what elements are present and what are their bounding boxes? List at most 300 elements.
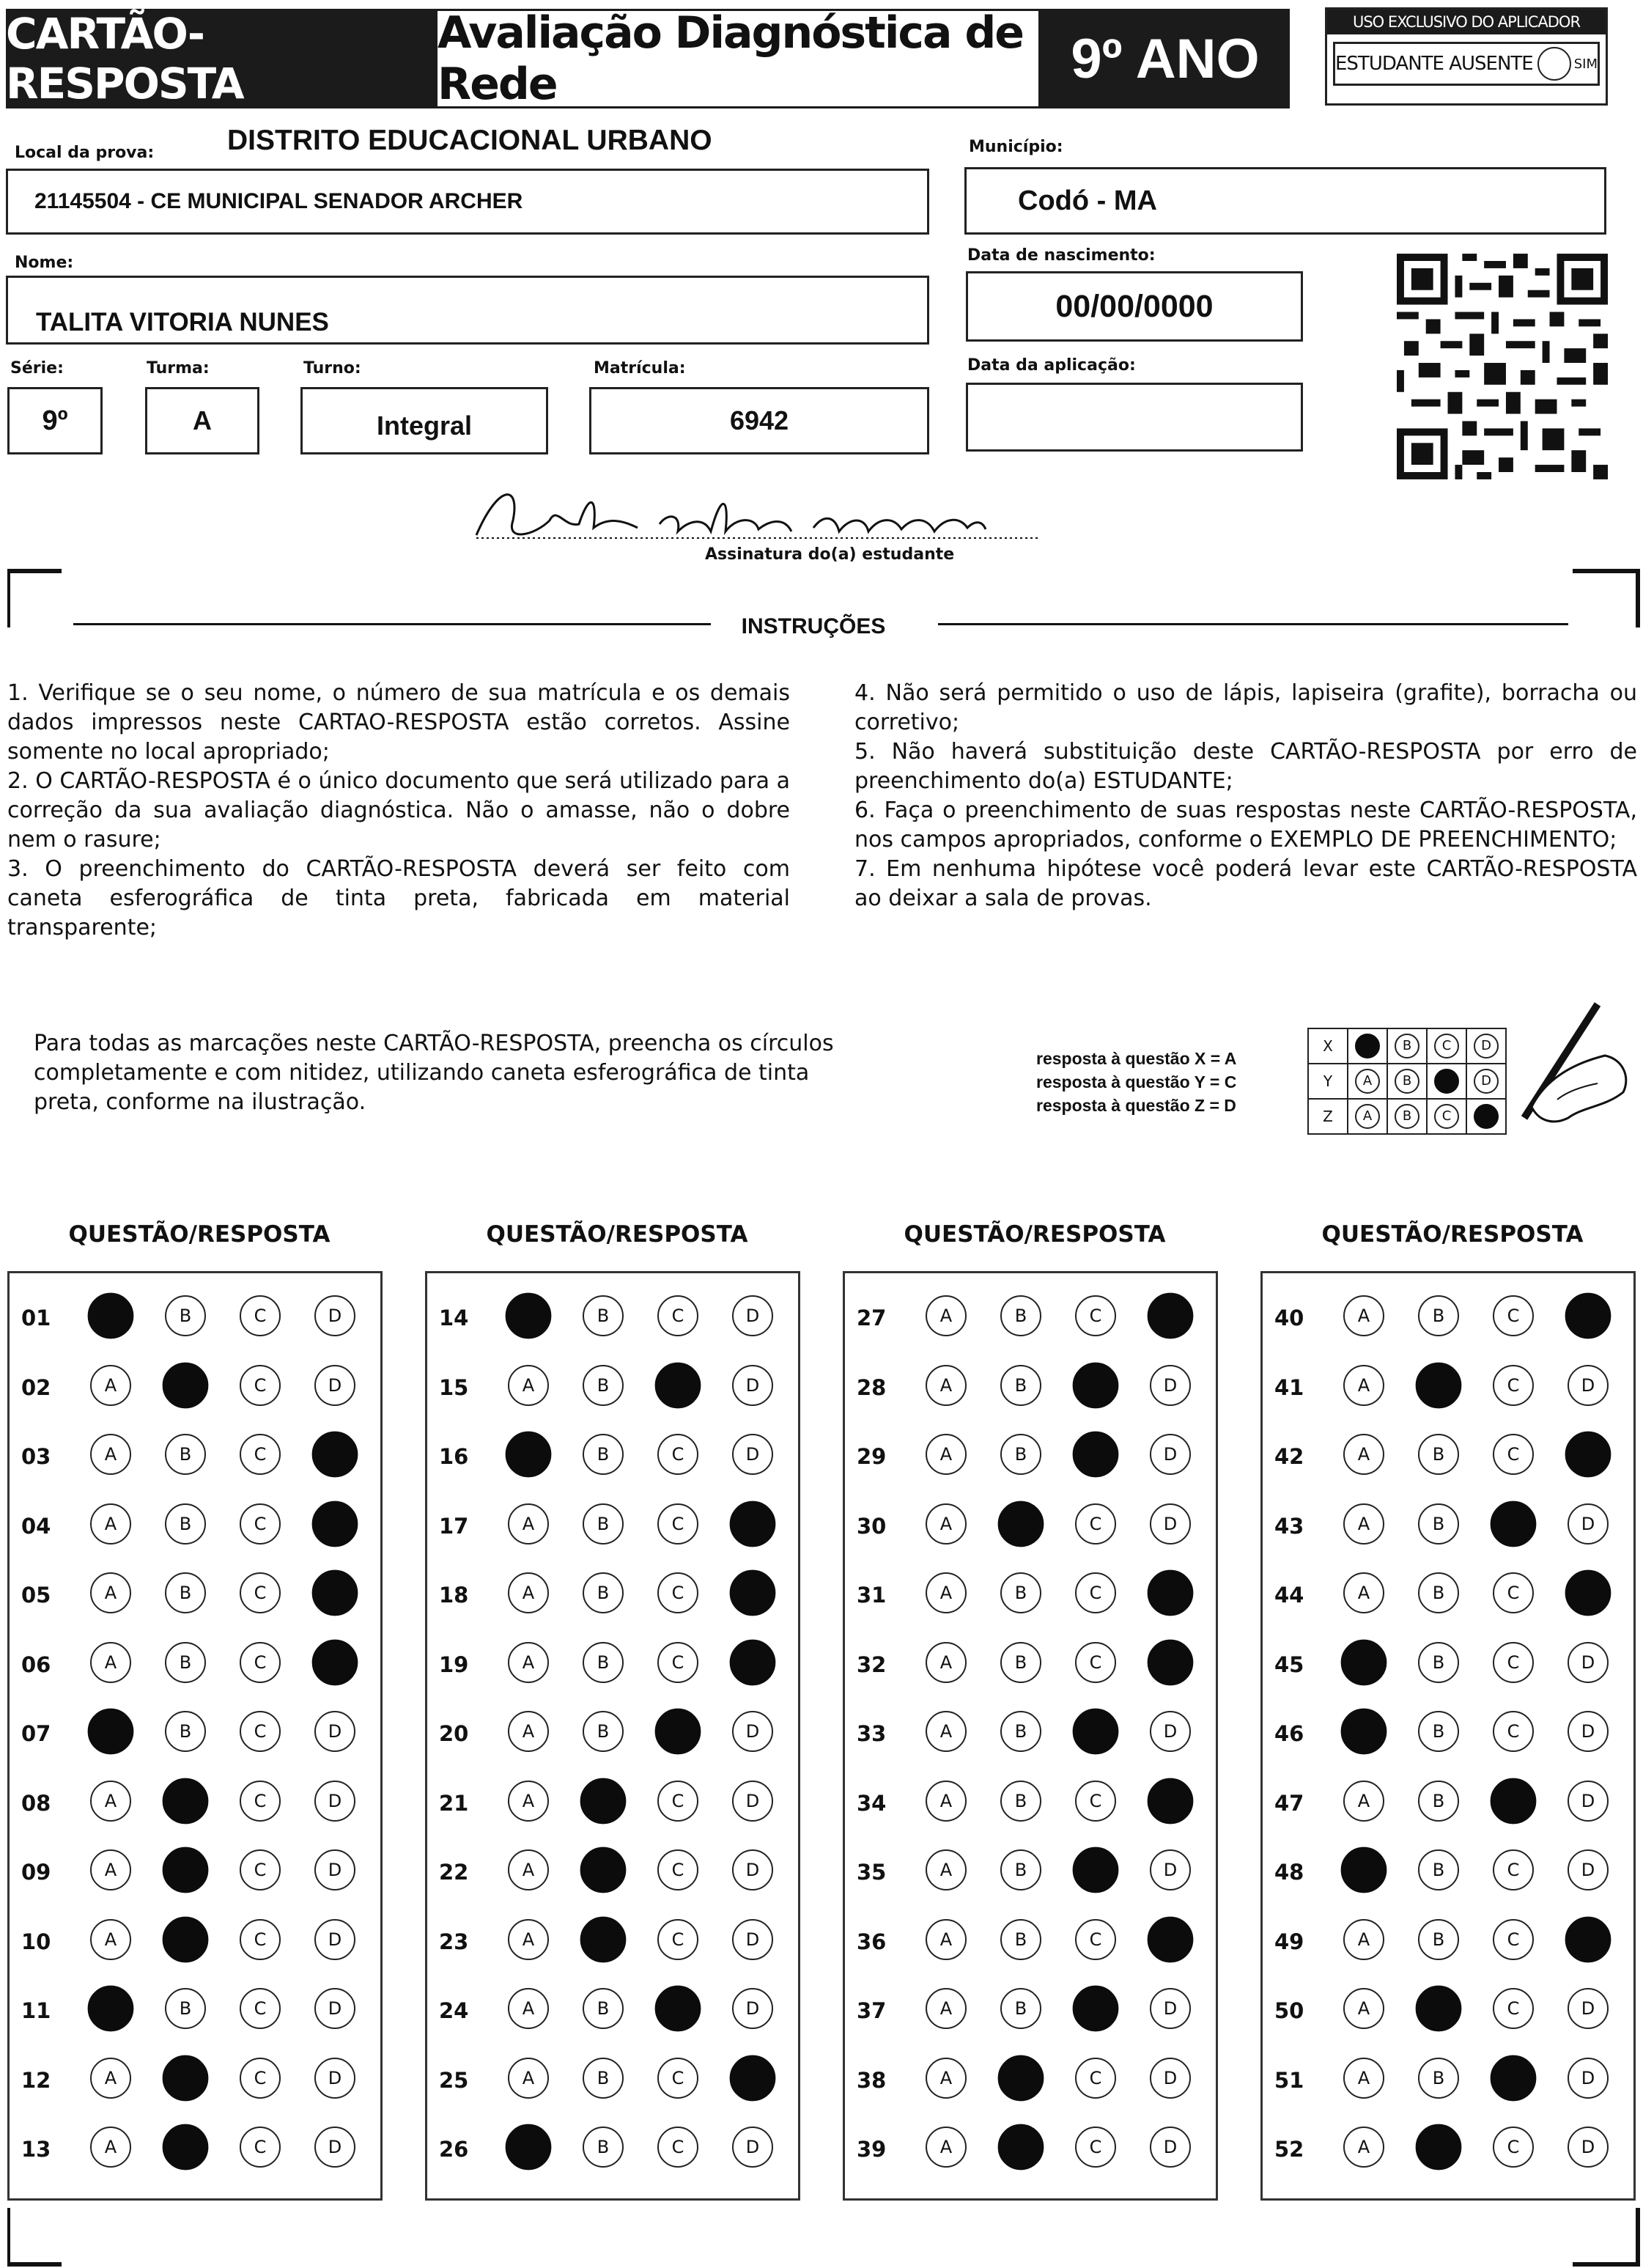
answer-bubble-d[interactable]: D — [1568, 1988, 1609, 2029]
answer-bubble-a[interactable]: A — [1343, 1572, 1384, 1613]
answer-bubble-b[interactable]: B — [1000, 1295, 1041, 1336]
answer-row — [10, 1711, 380, 1755]
column-header: QUESTÃO/RESPOSTA — [486, 1221, 748, 1248]
answer-bubble-c[interactable]: C — [1075, 2058, 1116, 2099]
answer-bubble-c[interactable]: C — [240, 1572, 281, 1613]
answer-bubble-c[interactable]: C — [240, 1849, 281, 1890]
answer-bubble-d[interactable]: D — [732, 1434, 773, 1475]
answer-bubble-c[interactable]: C — [240, 1781, 281, 1822]
question-number: 04 — [21, 1513, 51, 1539]
signature-label: Assinatura do(a) estudante — [705, 545, 955, 564]
answer-bubble-d[interactable]: D — [314, 1365, 355, 1406]
answer-row — [427, 1434, 798, 1478]
question-number: 52 — [1274, 2137, 1304, 2162]
answer-column-4 — [1260, 1271, 1636, 2201]
instructions-left — [7, 679, 790, 943]
answer-bubble-d[interactable] — [1148, 1639, 1194, 1685]
answer-bubble-c[interactable]: C — [240, 1711, 281, 1752]
answer-bubble-b[interactable]: B — [165, 1295, 206, 1336]
serie-label: Série: — [10, 359, 64, 378]
question-number: 05 — [21, 1583, 51, 1608]
instructions-rule-right — [938, 623, 1568, 625]
answer-bubble-d[interactable]: D — [732, 1919, 773, 1960]
answer-bubble-a[interactable]: A — [90, 1434, 131, 1475]
qr-code — [1397, 252, 1608, 481]
answer-row — [10, 1849, 380, 1893]
example-row — [1308, 1099, 1506, 1134]
answer-row — [1263, 1781, 1633, 1825]
question-number: 41 — [1274, 1374, 1304, 1400]
example-grid — [1307, 1028, 1507, 1135]
answer-bubble-a[interactable]: A — [90, 1849, 131, 1890]
question-number: 36 — [857, 1929, 887, 1954]
answer-bubble-b[interactable]: B — [1418, 1572, 1459, 1613]
answer-bubble-a[interactable]: A — [508, 1919, 549, 1960]
answer-bubble-a[interactable] — [88, 1709, 134, 1755]
aplicacao-field — [966, 383, 1303, 452]
answer-bubble-c[interactable]: C — [657, 1572, 698, 1613]
answer-bubble-c[interactable]: C — [1493, 1295, 1534, 1336]
answer-row — [845, 1711, 1216, 1755]
answer-bubble-a[interactable]: A — [90, 1503, 131, 1544]
answer-bubble-c[interactable]: C — [657, 2058, 698, 2099]
answer-bubble-a[interactable] — [88, 1293, 134, 1339]
answer-bubble-a[interactable]: A — [90, 1572, 131, 1613]
answer-bubble-d[interactable]: D — [1150, 1988, 1191, 2029]
answer-bubble-b[interactable] — [163, 1916, 209, 1962]
answer-row — [10, 1988, 380, 2032]
question-number: 16 — [439, 1444, 469, 1469]
answer-bubble-d[interactable]: D — [1150, 1503, 1191, 1544]
answer-bubble-a[interactable]: A — [90, 2127, 131, 2168]
answer-bubble-b[interactable]: B — [583, 1988, 624, 2029]
turma-label: Turma: — [147, 359, 210, 378]
answer-bubble-c[interactable]: C — [1075, 2127, 1116, 2168]
answer-bubble-c[interactable]: C — [657, 1849, 698, 1890]
answer-bubble-b[interactable]: B — [165, 1642, 206, 1683]
answer-bubble-d[interactable]: D — [1568, 1711, 1609, 1752]
district: DISTRITO EDUCACIONAL URBANO — [227, 125, 712, 156]
example-bubble: A — [1355, 1104, 1380, 1129]
signature-text — [660, 493, 672, 494]
answer-bubble-b[interactable]: B — [1000, 1711, 1041, 1752]
answer-bubble-d[interactable] — [1148, 1293, 1194, 1339]
answer-bubble-b[interactable]: B — [1000, 1919, 1041, 1960]
answer-bubble-c[interactable]: C — [240, 1919, 281, 1960]
answer-bubble-c[interactable]: C — [1493, 1434, 1534, 1475]
answer-bubble-d[interactable] — [312, 1570, 358, 1616]
example-bubble: D — [1474, 1069, 1499, 1094]
answer-bubble-a[interactable]: A — [1343, 1434, 1384, 1475]
answer-row — [10, 1295, 380, 1339]
answer-bubble-c[interactable]: C — [657, 1295, 698, 1336]
answer-row — [1263, 2127, 1633, 2171]
answer-bubble-b[interactable]: B — [165, 1434, 206, 1475]
answer-bubble-b[interactable]: B — [165, 1503, 206, 1544]
answer-bubble-c[interactable]: C — [1075, 1642, 1116, 1683]
answer-bubble-a[interactable]: A — [926, 1295, 967, 1336]
answer-bubble-c[interactable] — [1073, 1709, 1119, 1755]
answer-bubble-c[interactable]: C — [657, 1434, 698, 1475]
answer-bubble-d[interactable]: D — [1568, 1503, 1609, 1544]
answer-row — [427, 1642, 798, 1686]
answer-bubble-b[interactable]: B — [1418, 1503, 1459, 1544]
answer-row — [1263, 1711, 1633, 1755]
answer-bubble-c[interactable]: C — [1493, 1365, 1534, 1406]
answer-bubble-c[interactable] — [1073, 1847, 1119, 1893]
answer-bubble-d[interactable]: D — [1150, 1365, 1191, 1406]
answer-bubble-a[interactable] — [1341, 1639, 1387, 1685]
answer-bubble-d[interactable]: D — [1568, 1642, 1609, 1683]
answer-row — [1263, 1919, 1633, 1963]
answer-bubble-c[interactable] — [1491, 1778, 1537, 1824]
answer-bubble-c[interactable]: C — [1493, 1988, 1534, 2029]
answer-bubble-a[interactable]: A — [926, 1919, 967, 1960]
corner-top-left — [7, 569, 62, 627]
answer-bubble-a[interactable]: A — [508, 1781, 549, 1822]
answer-bubble-c[interactable]: C — [240, 1295, 281, 1336]
answer-row — [427, 1849, 798, 1893]
answer-bubble-a[interactable]: A — [926, 1849, 967, 1890]
answer-bubble-d[interactable]: D — [1568, 1849, 1609, 1890]
answer-bubble-c[interactable] — [1491, 1501, 1537, 1547]
answer-bubble-a[interactable]: A — [1343, 1781, 1384, 1822]
answer-bubble-c[interactable] — [1491, 2055, 1537, 2101]
answer-bubble-b[interactable]: B — [583, 2127, 624, 2168]
answer-bubble-c[interactable]: C — [240, 2058, 281, 2099]
answer-bubble-b[interactable] — [163, 1778, 209, 1824]
answer-bubble-d[interactable]: D — [1150, 1434, 1191, 1475]
answer-bubble-a[interactable]: A — [90, 1642, 131, 1683]
answer-bubble-c[interactable]: C — [657, 1642, 698, 1683]
answer-bubble-b[interactable]: B — [1418, 1849, 1459, 1890]
answer-bubble-b[interactable]: B — [1000, 1572, 1041, 1613]
answer-bubble-c[interactable]: C — [1075, 1295, 1116, 1336]
answer-bubble-c[interactable]: C — [1493, 2127, 1534, 2168]
answer-bubble-c[interactable]: C — [1493, 1849, 1534, 1890]
answer-bubble-c[interactable]: C — [1493, 1572, 1534, 1613]
answer-bubble-b[interactable] — [163, 2124, 209, 2171]
answer-bubble-a[interactable]: A — [508, 1849, 549, 1890]
answer-bubble-a[interactable]: A — [926, 1503, 967, 1544]
serie-field — [7, 387, 103, 454]
answer-bubble-b[interactable]: B — [165, 1711, 206, 1752]
question-number: 22 — [439, 1860, 469, 1885]
answer-bubble-c[interactable]: C — [240, 1988, 281, 2029]
answer-bubble-c[interactable]: C — [1075, 1919, 1116, 1960]
instruction-3: 3. O preenchimento do CARTÃO-RESPOSTA deverá ser feito com caneta esferográfica de tinta preta, fabricada em material transparente; — [7, 856, 790, 940]
question-number: 38 — [857, 2067, 887, 2093]
answer-bubble-a[interactable]: A — [90, 1365, 131, 1406]
answer-bubble-c[interactable] — [655, 1709, 701, 1755]
answer-bubble-d[interactable] — [1148, 1916, 1194, 1962]
answer-bubble-b[interactable] — [1416, 2124, 1462, 2171]
answer-row — [427, 1365, 798, 1409]
answer-bubble-c[interactable] — [1073, 1432, 1119, 1478]
answer-bubble-d[interactable]: D — [1568, 2058, 1609, 2099]
answer-bubble-b[interactable]: B — [1000, 1988, 1041, 2029]
answer-bubble-b[interactable]: B — [583, 1642, 624, 1683]
local-label: Local da prova: — [15, 144, 155, 162]
answer-bubble-a[interactable]: A — [90, 2058, 131, 2099]
answer-bubble-c[interactable] — [1073, 1986, 1119, 2032]
answer-bubble-d[interactable]: D — [732, 1295, 773, 1336]
answer-bubble-c[interactable]: C — [240, 1434, 281, 1475]
answer-bubble-d[interactable]: D — [1150, 2127, 1191, 2168]
matricula: 6942 — [729, 405, 789, 435]
answer-bubble-d[interactable]: D — [314, 1988, 355, 2029]
answer-bubble-a[interactable]: A — [508, 1988, 549, 2029]
answer-bubble-b[interactable]: B — [583, 1295, 624, 1336]
answer-bubble-a[interactable]: A — [90, 1919, 131, 1960]
answer-bubble-a[interactable] — [506, 2124, 552, 2171]
answer-bubble-d[interactable] — [730, 1639, 776, 1685]
answer-bubble-d[interactable]: D — [314, 1711, 355, 1752]
answer-bubble-d[interactable]: D — [732, 2127, 773, 2168]
answer-bubble-a[interactable] — [88, 1986, 134, 2032]
corner-top-right — [1573, 569, 1640, 627]
answer-bubble-c[interactable]: C — [657, 1919, 698, 1960]
answer-bubble-a[interactable]: A — [926, 1781, 967, 1822]
example-question: X — [1308, 1028, 1348, 1064]
answer-bubble-d[interactable] — [1565, 1432, 1611, 1478]
answer-bubble-c[interactable]: C — [240, 1503, 281, 1544]
answer-bubble-c[interactable]: C — [1075, 1572, 1116, 1613]
answer-bubble-b[interactable] — [163, 1362, 209, 1408]
answer-bubble-b[interactable] — [163, 1847, 209, 1893]
answer-bubble-b[interactable] — [163, 2055, 209, 2101]
question-number: 47 — [1274, 1790, 1304, 1816]
answer-bubble-b[interactable] — [998, 2055, 1044, 2101]
answer-bubble-a[interactable]: A — [1343, 1919, 1384, 1960]
answer-bubble-d[interactable]: D — [732, 1849, 773, 1890]
answer-bubble-d[interactable]: D — [314, 2058, 355, 2099]
question-number: 34 — [857, 1790, 887, 1816]
answer-bubble-a[interactable]: A — [508, 1365, 549, 1406]
answer-row — [1263, 2058, 1633, 2102]
nasc-field — [966, 271, 1303, 342]
question-number: 43 — [1274, 1513, 1304, 1539]
answer-bubble-d[interactable] — [730, 1501, 776, 1547]
answer-bubble-d[interactable]: D — [732, 1711, 773, 1752]
answer-row — [10, 1434, 380, 1478]
answer-bubble-d[interactable]: D — [1568, 1365, 1609, 1406]
answer-bubble-b[interactable]: B — [583, 1365, 624, 1406]
answer-bubble-b[interactable] — [998, 2124, 1044, 2171]
question-number: 17 — [439, 1513, 469, 1539]
answer-bubble-b[interactable]: B — [1000, 1365, 1041, 1406]
answer-bubble-d[interactable] — [312, 1432, 358, 1478]
answer-bubble-c[interactable]: C — [1075, 1503, 1116, 1544]
question-number: 03 — [21, 1444, 51, 1469]
nasc-label: Data de nascimento: — [967, 246, 1156, 265]
fill-note: Para todas as marcações neste CARTÃO-RESPOSTA, preencha os círculos completamente e com nitidez, utilizando caneta esferográfica de tinta preta, conforme na ilustração. — [34, 1031, 834, 1115]
answer-bubble-b[interactable]: B — [1418, 1642, 1459, 1683]
absent-checkbox[interactable] — [1537, 47, 1571, 81]
example-cell — [1427, 1099, 1466, 1134]
answer-bubble-d[interactable]: D — [314, 2127, 355, 2168]
nome-label: Nome: — [15, 254, 74, 272]
question-number: 12 — [21, 2067, 51, 2093]
answer-bubble-d[interactable] — [1148, 1570, 1194, 1616]
answer-bubble-a[interactable]: A — [508, 1572, 549, 1613]
answer-bubble-a[interactable]: A — [1343, 1988, 1384, 2029]
answer-bubble-a[interactable]: A — [926, 1988, 967, 2029]
answer-bubble-b[interactable]: B — [1418, 1919, 1459, 1960]
answer-bubble-a[interactable] — [506, 1293, 552, 1339]
question-number: 06 — [21, 1652, 51, 1677]
answer-bubble-d[interactable]: D — [732, 1365, 773, 1406]
answer-bubble-a[interactable]: A — [1343, 1365, 1384, 1406]
answer-bubble-d[interactable] — [730, 2055, 776, 2101]
answer-bubble-a[interactable]: A — [926, 1434, 967, 1475]
example-legend — [1036, 1047, 1236, 1117]
turno-field — [300, 387, 548, 454]
serie: 9º — [42, 405, 68, 436]
question-number: 29 — [857, 1444, 887, 1469]
answer-bubble-a[interactable]: A — [926, 1572, 967, 1613]
answer-bubble-c[interactable] — [655, 1986, 701, 2032]
answer-bubble-c[interactable]: C — [657, 2127, 698, 2168]
answer-bubble-d[interactable]: D — [1568, 1781, 1609, 1822]
answer-bubble-b[interactable] — [580, 1847, 627, 1893]
answer-row — [10, 1642, 380, 1686]
answer-bubble-a[interactable]: A — [508, 1503, 549, 1544]
question-number: 48 — [1274, 1860, 1304, 1885]
answer-row — [427, 1919, 798, 1963]
answer-bubble-c[interactable] — [655, 1362, 701, 1408]
question-number: 11 — [21, 1998, 51, 2023]
answer-bubble-a[interactable]: A — [90, 1781, 131, 1822]
answer-column-2 — [425, 1271, 800, 2201]
answer-row — [845, 1572, 1216, 1616]
answer-bubble-b[interactable] — [1416, 1986, 1462, 2032]
answer-bubble-c[interactable]: C — [1493, 1919, 1534, 1960]
answer-row — [427, 1711, 798, 1755]
answer-bubble-d[interactable]: D — [1568, 2127, 1609, 2168]
answer-bubble-b[interactable]: B — [1418, 1434, 1459, 1475]
answer-bubble-b[interactable]: B — [1000, 1849, 1041, 1890]
answer-bubble-d[interactable]: D — [732, 1781, 773, 1822]
answer-bubble-b[interactable]: B — [1418, 1781, 1459, 1822]
answer-bubble-a[interactable] — [506, 1432, 552, 1478]
answer-row — [1263, 1365, 1633, 1409]
answer-bubble-d[interactable] — [312, 1501, 358, 1547]
answer-bubble-b[interactable]: B — [165, 1988, 206, 2029]
answer-bubble-b[interactable] — [580, 1778, 627, 1824]
question-number: 33 — [857, 1721, 887, 1746]
answer-bubble-c[interactable]: C — [240, 2127, 281, 2168]
answer-bubble-b[interactable]: B — [1000, 1434, 1041, 1475]
answer-bubble-c[interactable]: C — [240, 1642, 281, 1683]
question-number: 25 — [439, 2067, 469, 2093]
instruction-4: 4. Não será permitido o uso de lápis, lapiseira (grafite), borracha ou corretivo; — [854, 680, 1637, 735]
answer-row — [10, 1572, 380, 1616]
answer-bubble-a[interactable]: A — [926, 1711, 967, 1752]
answer-bubble-d[interactable] — [1565, 1570, 1611, 1616]
answer-bubble-b[interactable] — [998, 1501, 1044, 1547]
answer-bubble-b[interactable]: B — [1000, 1781, 1041, 1822]
answer-bubble-b[interactable] — [1416, 1362, 1462, 1408]
answer-bubble-c[interactable] — [1073, 1362, 1119, 1408]
answer-bubble-d[interactable]: D — [1150, 1711, 1191, 1752]
answer-bubble-c[interactable]: C — [1493, 1642, 1534, 1683]
answer-bubble-d[interactable] — [1565, 1916, 1611, 1962]
answer-bubble-a[interactable]: A — [1343, 2058, 1384, 2099]
answer-bubble-a[interactable]: A — [508, 1711, 549, 1752]
answer-column-3 — [843, 1271, 1218, 2201]
column-header: QUESTÃO/RESPOSTA — [1321, 1221, 1584, 1248]
question-number: 26 — [439, 2137, 469, 2162]
answer-bubble-d[interactable]: D — [732, 1988, 773, 2029]
instruction-5: 5. Não haverá substituição deste CARTÃO-RESPOSTA por erro de preenchimento do(a) ESTUDANTE; — [854, 739, 1637, 794]
answer-bubble-b[interactable]: B — [583, 2058, 624, 2099]
question-number: 08 — [21, 1790, 51, 1816]
matricula-field — [589, 387, 929, 454]
answer-bubble-b[interactable] — [580, 1916, 627, 1962]
answer-bubble-a[interactable] — [1341, 1847, 1387, 1893]
answer-bubble-a[interactable] — [1341, 1709, 1387, 1755]
answer-row — [427, 1781, 798, 1825]
corner-bottom-left — [7, 2208, 62, 2267]
answer-bubble-a[interactable]: A — [1343, 2127, 1384, 2168]
answer-bubble-b[interactable]: B — [1418, 1295, 1459, 1336]
answer-bubble-a[interactable]: A — [926, 2058, 967, 2099]
example-bubble: C — [1434, 1034, 1459, 1058]
question-number: 50 — [1274, 1998, 1304, 2023]
question-number: 18 — [439, 1583, 469, 1608]
example-cell — [1387, 1099, 1427, 1134]
answer-bubble-d[interactable] — [312, 1639, 358, 1685]
answer-bubble-b[interactable]: B — [165, 1572, 206, 1613]
answer-bubble-c[interactable]: C — [1493, 1711, 1534, 1752]
answer-bubble-a[interactable]: A — [926, 1642, 967, 1683]
answer-bubble-d[interactable]: D — [314, 1849, 355, 1890]
answer-bubble-b[interactable]: B — [583, 1572, 624, 1613]
answer-bubble-c[interactable]: C — [1075, 1781, 1116, 1822]
answer-bubble-d[interactable]: D — [314, 1295, 355, 1336]
answer-bubble-a[interactable]: A — [508, 2058, 549, 2099]
answer-bubble-a[interactable]: A — [926, 1365, 967, 1406]
answer-bubble-d[interactable] — [730, 1570, 776, 1616]
answer-bubble-a[interactable]: A — [1343, 1503, 1384, 1544]
answer-bubble-b[interactable]: B — [583, 1503, 624, 1544]
answer-bubble-c[interactable]: C — [657, 1503, 698, 1544]
example-bubble: B — [1395, 1104, 1419, 1129]
matricula-label: Matrícula: — [594, 359, 686, 378]
answer-bubble-b[interactable]: B — [583, 1434, 624, 1475]
answer-bubble-b[interactable]: B — [583, 1711, 624, 1752]
answer-row — [10, 2127, 380, 2171]
answer-bubble-d[interactable]: D — [1150, 1849, 1191, 1890]
example-question: Z — [1308, 1099, 1348, 1134]
answer-bubble-b[interactable]: B — [1000, 1642, 1041, 1683]
answer-row — [845, 2058, 1216, 2102]
example-row — [1308, 1028, 1506, 1064]
answer-bubble-d[interactable]: D — [314, 1781, 355, 1822]
answer-bubble-c[interactable]: C — [240, 1365, 281, 1406]
answer-bubble-d[interactable]: D — [314, 1919, 355, 1960]
answer-bubble-d[interactable] — [1148, 1778, 1194, 1824]
answer-bubble-b[interactable]: B — [1418, 2058, 1459, 2099]
answer-bubble-a[interactable]: A — [508, 1642, 549, 1683]
answer-bubble-b[interactable]: B — [1418, 1711, 1459, 1752]
answer-bubble-c[interactable]: C — [657, 1781, 698, 1822]
answer-bubble-a[interactable]: A — [926, 2127, 967, 2168]
answer-bubble-a[interactable]: A — [1343, 1295, 1384, 1336]
answer-bubble-d[interactable] — [1565, 1293, 1611, 1339]
answer-bubble-d[interactable]: D — [1150, 2058, 1191, 2099]
